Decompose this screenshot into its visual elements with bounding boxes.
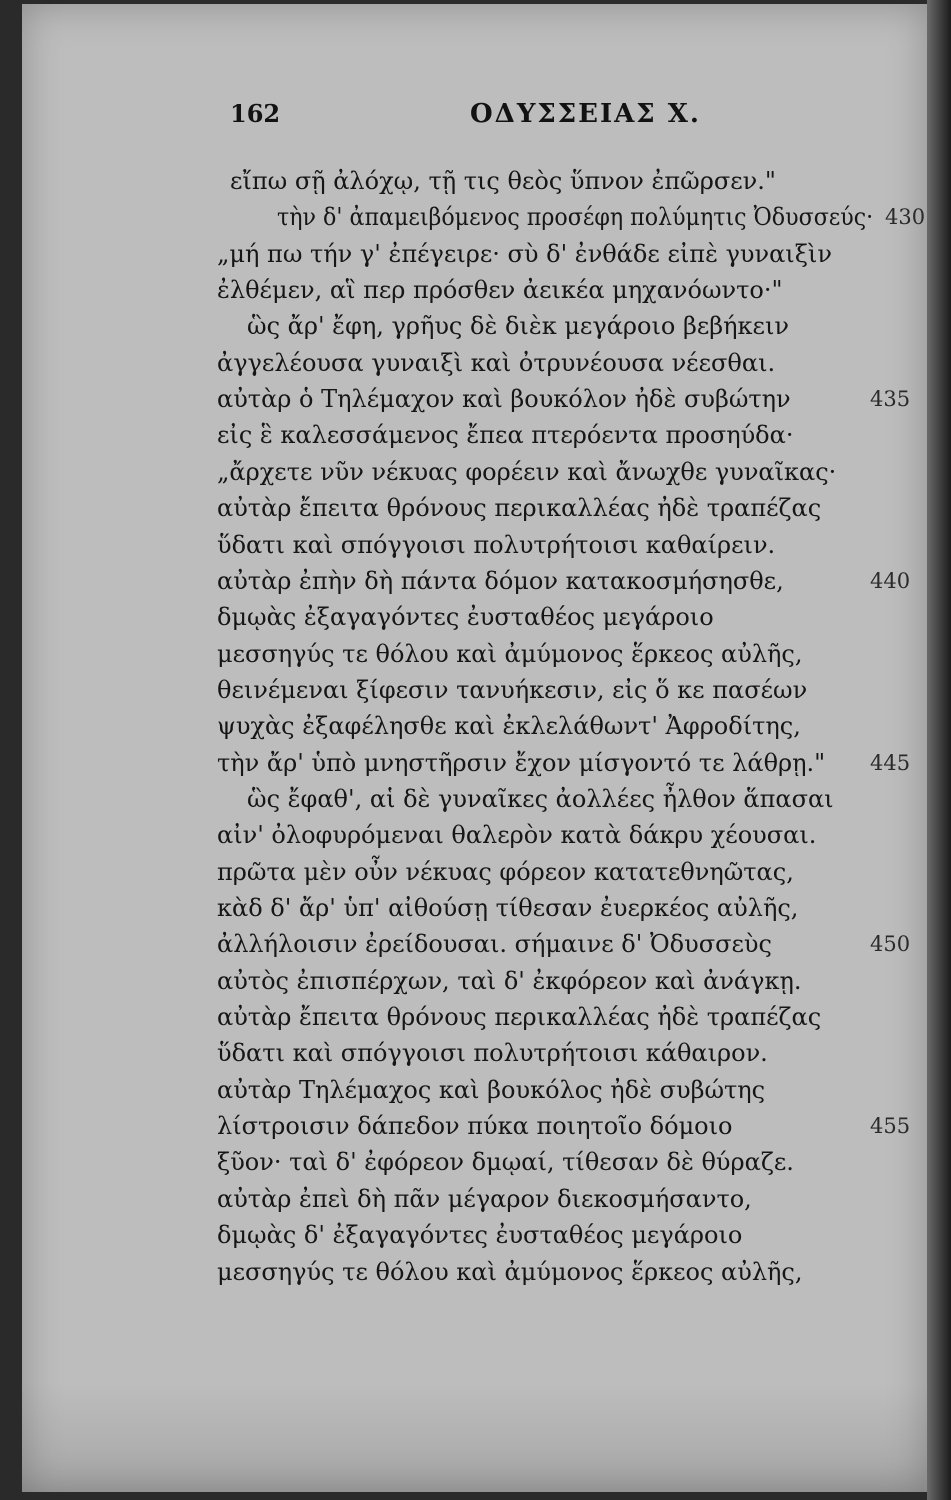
verse-line [22,564,927,600]
verse-text: δμῳὰς δ' ἐξαγαγόντες ἐυσταθέος μεγάροιο [217,1221,743,1250]
verse-text: αὐτὸς ἐπισπέρχων, ταὶ δ' ἐκφόρεον καὶ ἀνάγκῃ. [217,966,802,995]
verse-line [22,164,927,200]
line-number: 455 [870,1114,911,1139]
verse-line [22,1218,927,1254]
verse-text: „ἄρχετε νῦν νέκυας φορέειν καὶ ἄνωχθε γυναῖκας· [217,457,837,486]
verse-line [22,382,927,418]
verse-line [22,200,927,236]
line-number: 440 [870,568,911,593]
verse-text: μεσσηγύς τε θόλου καὶ ἀμύμονος ἕρκεος αὐλῆς, [217,639,803,668]
verse-line [22,964,927,1000]
verse-line [22,818,927,854]
verse-text: αὐτὰρ ἐπὴν δὴ πάντα δόμον κατακοσμήσησθε, [217,566,784,595]
verse-text: αὐτὰρ ἔπειτα θρόνους περικαλλέας ἠδὲ τραπέζας [217,494,822,523]
verse-text: „μή πω τήν γ' ἐπέγειρε· σὺ δ' ἐνθάδε εἰπὲ γυναιξὶν [217,239,832,268]
verse-line [22,1145,927,1181]
book-page [22,4,927,1492]
verse-line [22,746,927,782]
verse-text: μεσσηγύς τε θόλου καὶ ἀμύμονος ἕρκεος αὐλῆς, [217,1257,803,1286]
verse-line [22,600,927,636]
verse-text: εἰς ἓ καλεσσάμενος ἔπεα πτερόεντα προσηύδα· [217,421,794,450]
verse-line [22,1255,927,1291]
line-number: 450 [870,932,911,957]
verse-line [22,1182,927,1218]
verse-line [22,491,927,527]
scan-dark-edge [927,0,951,1500]
verse-line [22,927,927,963]
verse-text: ὣς ἔφαθ', αἱ δὲ γυναῖκες ἀολλέες ἦλθον ἅπασαι [247,784,834,813]
line-number: 435 [870,387,911,412]
verse-text: ἐλθέμεν, αἳ περ πρόσθεν ἀεικέα μηχανόωντο·" [217,276,783,305]
verse-text: κὰδ δ' ἄρ' ὑπ' αἰθούσῃ τίθεσαν ἐυερκέος αὐλῆς, [217,894,799,922]
page-number: 162 [230,99,281,128]
verse-line [22,528,927,564]
verse-line [22,455,927,491]
verse-line [22,637,927,673]
verse-text: αὐτὰρ ἔπειτα θρόνους περικαλλέας ἠδὲ τραπέζας [217,1003,822,1032]
verse-text: εἴπω σῇ ἀλόχῳ, τῇ τις θεὸς ὕπνον ἐπῶρσεν." [230,167,776,195]
verse-text: λίστροισιν δάπεδον πύκα ποιητοῖο δόμοιο [217,1112,733,1141]
running-head: ΟΔΥΣΣΕΙΑΣ Χ. [470,99,701,129]
verse-text: ψυχὰς ἐξαφέλησθε καὶ ἐκλελάθωντ' Ἀφροδίτης, [217,712,801,741]
verse-text: ὕδατι καὶ σπόγγοισι πολυτρήτοισι καθαίρειν. [217,530,776,559]
verse-text: αὐτὰρ ὁ Τηλέμαχον καὶ βουκόλον ἠδὲ συβώτην [217,385,791,414]
verse-line [22,1000,927,1036]
verse-text: πρῶτα μὲν οὖν νέκυας φόρεον κατατεθνηῶτας, [217,857,794,886]
verse-line [22,782,927,818]
verse-text: τὴν δ' ἀπαμειβόμενος προσέφη πολύμητις Ὀδυσσεύς· [277,203,874,232]
verse-line [22,418,927,454]
verse-line [22,309,927,345]
verse-text: ξῦον· ταὶ δ' ἐφόρεον δμῳαί, τίθεσαν δὲ θύραζε. [217,1148,794,1177]
verse-line [22,1073,927,1109]
verse-line [22,855,927,891]
page-shadow [22,1382,927,1492]
line-number: 445 [870,750,911,775]
page-header [22,99,927,139]
verse-line [22,273,927,309]
verse-line [22,346,927,382]
verse-text: αἰν' ὀλοφυρόμεναι θαλερὸν κατὰ δάκρυ χέουσαι. [217,821,817,850]
verse-line [22,673,927,709]
verse-text: ἀλλήλοισιν ἐρείδουσαι. σήμαινε δ' Ὀδυσσεὺς [217,930,772,959]
verse-text: ὕδατι καὶ σπόγγοισι πολυτρήτοισι κάθαιρον. [217,1039,768,1068]
verse-line [22,237,927,273]
line-number: 430 [885,205,926,230]
verse-text: ἀγγελέουσα γυναιξὶ καὶ ὀτρυνέουσα νέεσθαι. [217,348,776,377]
verse-line [22,1036,927,1072]
verse-line [22,891,927,927]
verse-text: τὴν ἄρ' ὑπὸ μνηστῆρσιν ἔχον μίσγοντό τε λάθρῃ." [217,748,826,777]
verse-text: αὐτὰρ ἐπεὶ δὴ πᾶν μέγαρον διεκοσμήσαντο, [217,1184,752,1213]
verse-text: ὣς ἄρ' ἔφη, γρῆυς δὲ διὲκ μεγάροιο βεβήκειν [247,312,789,341]
verse-text: δμῳὰς ἐξαγαγόντες ἐυσταθέος μεγάροιο [217,603,714,632]
verse-text: αὐτὰρ Τηλέμαχος καὶ βουκόλος ἠδὲ συβώτης [217,1075,766,1104]
verse-line [22,709,927,745]
verse-line [22,1109,927,1145]
verse-text: θεινέμεναι ξίφεσιν τανυήκεσιν, εἰς ὅ κε πασέων [217,675,808,704]
